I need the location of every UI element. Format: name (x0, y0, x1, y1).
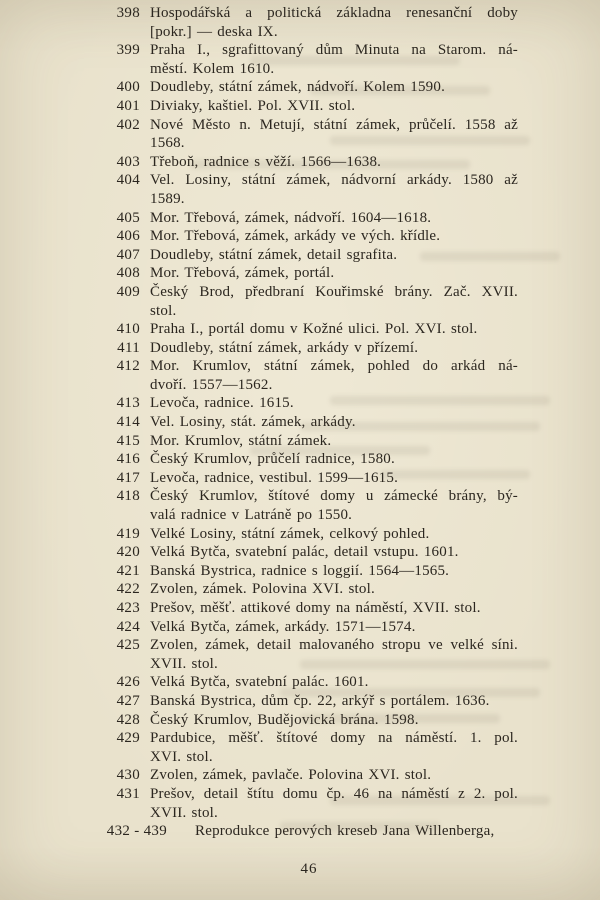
entry-text (150, 246, 518, 265)
entry-number: 402 (116, 116, 140, 133)
catalog-entry (0, 432, 600, 451)
catalog-entry (0, 618, 600, 637)
entry-text (150, 171, 518, 208)
entry-number: 422 (116, 581, 140, 598)
entry-text-line: Doudleby, státní zámek, arkády v přízemí. (150, 339, 419, 356)
entry-text (150, 209, 518, 228)
entry-text (150, 673, 518, 692)
entry-text (150, 450, 518, 469)
entry-number: 398 (116, 5, 140, 21)
entry-text-line: Banská Bystrica, radnice s loggií. 1564—1565. (150, 562, 450, 579)
catalog-entry (0, 283, 600, 320)
entry-text-line: Levoča, radnice, vestibul. 1599—1615. (150, 469, 399, 486)
entry-number: 416 (116, 451, 140, 468)
entry-text-line: Český Krumlov, štítové domy u zámecké brány, bý- (150, 488, 518, 505)
entry-number: 413 (116, 395, 140, 412)
entry-text-line: dvoří. 1557—1562. (150, 376, 273, 393)
entry-text (150, 4, 518, 41)
entry-text (150, 432, 518, 451)
entry-number: 400 (116, 79, 140, 96)
entry-number: 424 (116, 618, 140, 635)
entry-number: 423 (116, 600, 140, 616)
entry-number: 427 (116, 692, 140, 709)
entry-number: 428 (116, 711, 140, 728)
entry-number: 408 (116, 265, 140, 282)
entry-text (150, 413, 518, 432)
page-number: 46 (300, 861, 318, 877)
entry-text (150, 78, 518, 97)
entry-text-line: Velká Bytča, svatební palác, detail vstupu. 1601. (150, 544, 459, 561)
entry-number: 407 (116, 246, 140, 263)
catalog-entry (0, 78, 600, 97)
entry-text (150, 227, 518, 246)
entry-text-line: 1589. (150, 190, 185, 207)
entry-text (150, 729, 518, 766)
entry-text-line: [pokr.] — deska IX. (150, 23, 278, 40)
entry-text (150, 636, 518, 673)
catalog-entry (0, 599, 600, 618)
entry-number: 429 (116, 730, 140, 747)
entry-number: 425 (116, 637, 140, 654)
entry-text-line: stol. (150, 302, 177, 319)
entry-text-line: valá radnice v Latráně po 1550. (150, 507, 353, 524)
entry-text (150, 116, 518, 153)
catalog-entry (0, 636, 600, 673)
catalog-entry (0, 525, 600, 544)
catalog-entry (0, 394, 600, 413)
entry-text-line: Doudleby, státní zámek, nádvoří. Kolem 1590. (150, 79, 446, 96)
entry-text (150, 543, 518, 562)
entry-text (150, 562, 518, 581)
entry-text-line: Mor. Krumlov, státní zámek. (150, 432, 332, 449)
entry-number: 431 (116, 785, 140, 802)
entry-number: 432 - 439 (106, 823, 167, 840)
entry-text-line: Zvolen, zámek, pavlače. Polovina XVI. stol. (150, 767, 432, 784)
entry-number: 403 (116, 153, 140, 170)
catalog-entry (0, 246, 600, 265)
entry-number: 421 (116, 562, 140, 579)
entry-text-line: Mor. Krumlov, státní zámek, pohled do arkád ná- (150, 358, 518, 375)
entry-text-line: Vel. Losiny, stát. zámek, arkády. (150, 414, 356, 431)
entry-text (150, 339, 518, 358)
entry-text-line: Český Krumlov, Budějovická brána. 1598. (150, 711, 419, 728)
entry-number: 415 (116, 432, 140, 449)
entry-number: 418 (116, 488, 140, 505)
catalog-entry (0, 413, 600, 432)
entry-text-line: Prešov, detail štítu domu čp. 46 na náměstí z 2. pol. (150, 785, 518, 802)
entry-text (195, 822, 535, 841)
entry-text-line: Mor. Třebová, zámek, arkády ve vých. křídle. (150, 228, 441, 245)
catalog-entry (0, 97, 600, 116)
entry-text (150, 487, 518, 524)
catalog-entry (0, 822, 600, 841)
entry-number: 410 (116, 321, 140, 338)
entry-number: 411 (117, 339, 140, 356)
entry-text-line: Nové Město n. Metují, státní zámek, průčelí. 1558 až (150, 116, 518, 133)
catalog-entry (0, 153, 600, 172)
catalog-entry (0, 320, 600, 339)
entry-text-line: Český Krumlov, průčelí radnice, 1580. (150, 451, 395, 468)
entry-text (150, 599, 518, 618)
catalog-entry (0, 766, 600, 785)
catalog-entry (0, 580, 600, 599)
entry-text-line: Český Brod, předbraní Kouřimské brány. Zač. XVII. (150, 283, 518, 300)
entry-text (150, 711, 518, 730)
catalog-entry (0, 357, 600, 394)
entry-number: 430 (116, 767, 140, 784)
entry-text-line: 1568. (150, 135, 185, 152)
entry-text (150, 97, 518, 116)
entry-text (150, 283, 518, 320)
entry-text (150, 525, 518, 544)
entry-text (150, 692, 518, 711)
catalog-entry (0, 469, 600, 488)
entry-number: 409 (116, 283, 140, 300)
entry-text (150, 785, 518, 822)
entry-text (150, 320, 518, 339)
entry-text-line: XVII. stol. (150, 655, 218, 672)
entry-text-line: Velká Bytča, zámek, arkády. 1571—1574. (150, 618, 416, 635)
entry-number: 417 (116, 469, 140, 486)
catalog-entry (0, 227, 600, 246)
entry-text-line: Prešov, měšť. attikové domy na náměstí, XVII. stol. (150, 600, 481, 616)
entry-text (150, 153, 518, 172)
entry-text-line: Doudleby, státní zámek, detail sgrafita. (150, 246, 398, 263)
catalog-entry (0, 785, 600, 822)
catalog-entry (0, 4, 600, 41)
entry-text (150, 618, 518, 637)
catalog-entry (0, 562, 600, 581)
catalog-entry (0, 692, 600, 711)
entry-text (150, 469, 518, 488)
entry-text-line: Levoča, radnice. 1615. (150, 395, 294, 412)
entry-text-line: Třeboň, radnice s věží. 1566—1638. (150, 153, 382, 170)
entry-number: 414 (116, 414, 140, 431)
entry-text (150, 264, 518, 283)
catalog-entry (0, 543, 600, 562)
entry-text (150, 580, 518, 599)
catalog-entry (0, 711, 600, 730)
entry-text-line: Velká Bytča, svatební palác. 1601. (150, 674, 369, 691)
entry-text-line: Zvolen, zámek, detail malovaného stropu ve velké síni. (150, 637, 518, 654)
entry-text-line: Diviaky, kaštiel. Pol. XVII. stol. (150, 97, 356, 114)
entry-text-line: Mor. Třebová, zámek, portál. (150, 265, 335, 282)
entry-text-line: městí. Kolem 1610. (150, 60, 275, 77)
entry-text-line: Banská Bystrica, dům čp. 22, arkýř s portálem. 1636. (150, 692, 490, 709)
entry-number: 419 (116, 525, 140, 542)
entry-text-line: XVI. stol. (150, 748, 213, 765)
entry-text-line: Praha I., sgrafittovaný dům Minuta na Starom. ná- (150, 42, 518, 59)
catalog-entry (0, 339, 600, 358)
entry-text-line: Praha I., portál domu v Kožné ulici. Pol. XVI. stol. (150, 321, 478, 338)
entry-text-line: Mor. Třebová, zámek, nádvoří. 1604—1618. (150, 209, 432, 226)
entry-text-line: XVII. stol. (150, 804, 218, 821)
entry-text (150, 394, 518, 413)
entry-text-line: Hospodářská a politická základna renesanční doby (150, 5, 518, 21)
entry-number: 406 (116, 228, 140, 245)
entry-number: 399 (116, 42, 140, 59)
catalog-entry (0, 487, 600, 524)
entry-list (0, 4, 600, 841)
catalog-entry (0, 729, 600, 766)
entry-text-line: Velké Losiny, státní zámek, celkový pohled. (150, 525, 430, 542)
catalog-entry (0, 673, 600, 692)
entry-number: 405 (116, 209, 140, 226)
entry-number: 412 (116, 358, 140, 375)
entry-text-line: Reprodukce perových kreseb Jana Willenberga, (195, 823, 495, 840)
entry-number: 401 (116, 97, 140, 114)
entry-number: 404 (116, 172, 140, 189)
catalog-entry (0, 209, 600, 228)
entry-text-line: Vel. Losiny, státní zámek, nádvorní arkády. 1580 až (150, 172, 518, 189)
entry-text (150, 766, 518, 785)
catalog-entry (0, 116, 600, 153)
entry-text-line: Zvolen, zámek. Polovina XVI. stol. (150, 581, 375, 598)
catalog-entry (0, 171, 600, 208)
entry-number: 426 (116, 674, 140, 691)
entry-text (150, 357, 518, 394)
entry-text (150, 41, 518, 78)
entry-number: 420 (116, 544, 140, 561)
catalog-entry (0, 450, 600, 469)
catalog-entry (0, 264, 600, 283)
entry-text-line: Pardubice, měšť. štítové domy na náměstí. 1. pol. (150, 730, 518, 747)
catalog-entry (0, 41, 600, 78)
